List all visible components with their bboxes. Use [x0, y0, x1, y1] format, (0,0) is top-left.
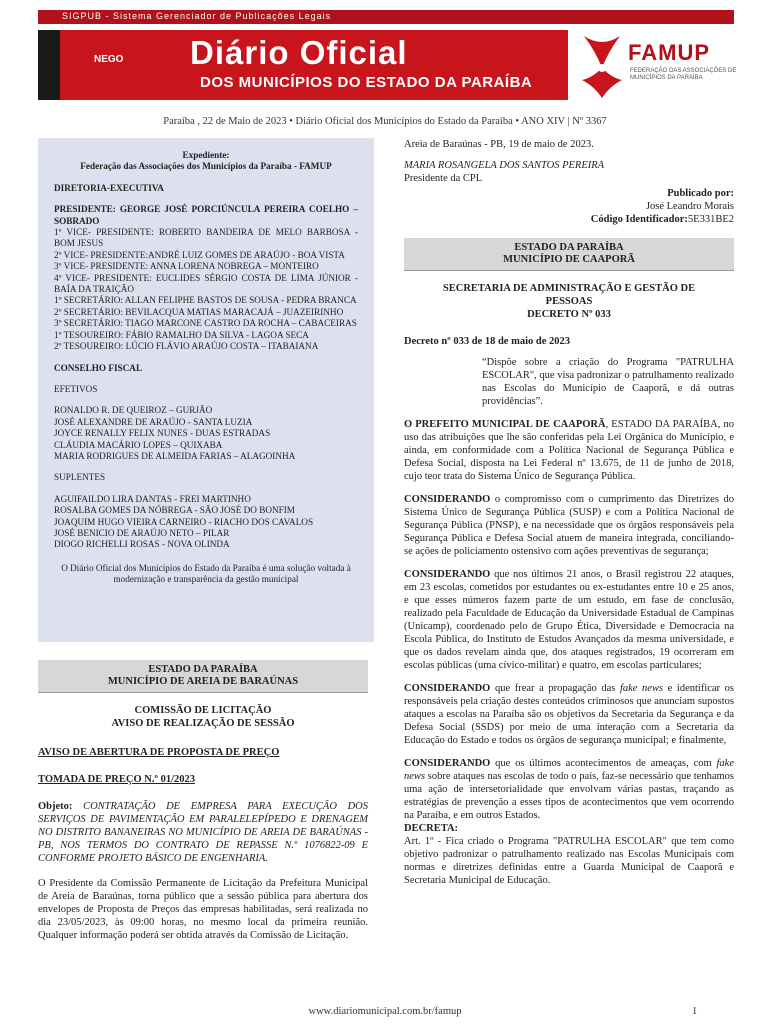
caapora-header-box — [404, 238, 734, 271]
masthead-red-block — [60, 30, 180, 100]
expediente-footer: O Diário Oficial dos Municípios do Estado da Paraíba é uma solução voltada à modernização e transparência da gestão municipal — [61, 562, 351, 585]
fake-news-term: fake news — [404, 758, 734, 782]
system-strip-text: SIGPUB - Sistema Gerenciador de Publicações Legais — [62, 11, 332, 21]
article-1: Art. 1º - Fica criado o Programa "PATRULHA ESCOLAR" que tem como objetivo padronizar o patrulhamento realizado nas Escolas Municipais com normas e diretrizes definidas entre a Guarda Municipal de Caaporã e Secretaria Municipal de Educação. — [404, 836, 734, 886]
efetivo-item: JOYCE RENALLY FELIX NUNES - DUAS ESTRADAS — [54, 428, 271, 439]
fake-news-term: fake news — [619, 683, 664, 694]
considerando-text: que nos últimos 21 anos, o Brasil registrou 22 ataques, em 23 escolas, cometidos por estudantes ou ex-estudantes entre 10 e 25 anos, e que esses números fazem parte de um estudo, em fase de conclusão, realizado pela Faculdade de Educação da Universidade Estadual de Campinas (Unicamp), coordenado pelo de Grupo Ética, Diversidade e Democracia na Escola Pública, do Instituto de Estudos Avançados da mesma universidade, e que os dados revelam ainda que, dos ataques registrados, 19 ocorreram em escolas públicas (uma cívico-militar) e quatro, em escolas particulares; — [404, 569, 734, 671]
publication-subtitle: DOS MUNICÍPIOS DO ESTADO DA PARAÍBA — [200, 74, 533, 91]
suplente-item: AGUIFAILDO LIRA DANTAS - FREI MARTINHO — [54, 493, 251, 504]
signer-role: Presidente da CPL — [404, 173, 483, 184]
commission-subtitle: AVISO DE REALIZAÇÃO DE SESSÃO — [111, 718, 295, 729]
famup-logo-subtitle: FEDERAÇÃO DAS ASSOCIAÇÕES DE MUNICÍPIOS DA PARAÍBA — [630, 68, 737, 81]
considerando-label: CONSIDERANDO — [404, 758, 491, 769]
suplente-item: JOSÉ BENICIO DE ARAÚJO NETO – PILAR — [54, 527, 230, 538]
masthead-banner — [38, 24, 737, 102]
secretaria-title-2: PESSOAS — [545, 296, 593, 307]
decreto-ementa: “Dispõe sobre a criação do Programa "PATRULHA ESCOLAR", que visa padronizar o patrulhamento realizado nas Escolas do Município de Caaporã, e dá outras providências”. — [482, 357, 734, 407]
considerando-3 — [404, 682, 734, 747]
municipality-name: MUNICÍPIO DE AREIA DE BARAÚNAS — [107, 676, 299, 687]
diretoria-line: 1º VICE- PRESIDENTE: ROBERTO BANDEIRA DE MELO BARBOSA - BOM JESUS — [54, 227, 358, 249]
expediente-heading: Expediente: — [182, 150, 230, 160]
efetivo-item: JOSÉ ALEXANDRE DE ARAÚJO - SANTA LUZIA — [54, 416, 253, 427]
objeto-label: Objeto: — [38, 801, 73, 812]
diretoria-line: 1º SECRETÁRIO: ALLAN FELIPHE BASTOS DE SOUSA - PEDRA BRANCA — [54, 295, 357, 306]
publication-title: Diário Oficial — [190, 34, 408, 71]
areia-header-box — [38, 660, 368, 693]
conselho-title: CONSELHO FISCAL — [54, 362, 143, 373]
decreto-title: Decreto nº 033 de 18 de maio de 2023 — [404, 336, 571, 347]
diretoria-title: DIRETORIA-EXECUTIVA — [54, 182, 164, 193]
considerando-1 — [404, 493, 734, 558]
considerando-text: que os últimos acontecimentos de ameaças, com — [490, 758, 717, 769]
considerando-label: CONSIDERANDO — [404, 569, 491, 580]
objeto-paragraph — [38, 800, 368, 865]
published-by-label: Publicado por: — [667, 188, 734, 199]
diretoria-line: 3º SECRETÁRIO: TIAGO MARCONE CASTRO DA ROCHA – CABACEIRAS — [54, 318, 357, 329]
identifier-label: Código Identificador: — [590, 214, 688, 225]
caapora-article — [404, 282, 734, 887]
considerando-text: e identificar os responsáveis pela criação destes conteúdos criminosos que anunciam supostos ataques a escolas na Paraíba são os objetivos da Secretaria da Segurança e da Defesa Social (SSDS) por meio de uma interação com a Secretaria da Educação do Estado e todos os órgãos de segurança municipal; e finalmente, — [404, 683, 734, 746]
diretoria-line: 2º TESOUREIRO: LÚCIO FLÁVIO ARAÚJO COSTA – ITABAIANA — [54, 341, 319, 352]
famup-logo — [578, 28, 737, 100]
efetivo-item: CLÁUDIA MACÁRIO LOPES – QUIXABA — [54, 439, 223, 450]
considerando-4 — [404, 757, 734, 822]
system-strip — [38, 10, 734, 24]
considerando-text: o compromisso com o cumprimento das Diretrizes do Sistema Único de Segurança Pública (SUSP) e com a Política Nacional de Segurança Pública (PNSP), e na necessidade que os órgãos responsáveis pela Segurança Pública e Defesa Social atuem de maneira integrada, conciliando-se ações de policiamento ostensivo com ações preventivas de segurança; — [404, 494, 734, 557]
decreta-label: DECRETA: — [404, 823, 459, 834]
prefeito-paragraph — [404, 418, 734, 483]
commission-title: COMISSÃO DE LICITAÇÃO — [134, 705, 272, 716]
suplentes-label: SUPLENTES — [54, 472, 106, 483]
efetivos-label: EFETIVOS — [54, 383, 98, 394]
diretoria-line: 2º VICE- PRESIDENTE:ANDRÉ LUIZ GOMES DE ARAÚJO - BOA VISTA — [54, 249, 345, 260]
diretoria-line: 2º SECRETÁRIO: BEVILACQUA MATIAS MARACAJÁ – JUAZEIRINHO — [54, 306, 344, 317]
areia-article — [38, 704, 368, 942]
tomada-preco: TOMADA DE PREÇO N.º 01/2023 — [38, 774, 195, 785]
expediente-box — [38, 138, 374, 642]
place-date: Areia de Baraúnas - PB, 19 de maio de 2023. — [404, 139, 594, 150]
efetivo-item: MARIA RODRIGUES DE ALMEIDA FARIAS – ALAGOINHA — [54, 450, 296, 461]
prefeito-label: O PREFEITO MUNICIPAL DE CAAPORÃ — [404, 419, 606, 430]
diretoria-line: 1º TESOUREIRO: FÁBIO RAMALHO DA SILVA - LAGOA SECA — [54, 329, 309, 340]
issue-dateline: Paraíba , 22 de Maio de 2023 • Diário Oficial dos Municípios do Estado da Paraíba • ANO XIV | Nº 3367 — [163, 116, 607, 127]
masthead — [38, 10, 737, 102]
considerando-label: CONSIDERANDO — [404, 494, 491, 505]
aviso-title: AVISO DE ABERTURA DE PROPOSTA DE PREÇO — [38, 747, 280, 758]
diretoria-line: 4º VICE- PRESIDENTE: EUCLIDES SÉRGIO COSTA DE LIMA JÚNIOR - BAÍA DA TRAIÇÃO — [54, 272, 358, 295]
state-name: ESTADO DA PARAÍBA — [148, 664, 258, 675]
right-column-top — [404, 138, 734, 226]
considerando-2 — [404, 568, 734, 672]
efetivo-item: RONALDO R. DE QUEIROZ – GURJÃO — [54, 405, 213, 416]
famup-logo-name: FAMUP — [628, 40, 710, 65]
masthead-title-block — [180, 30, 568, 100]
considerando-text: que frear a propagação das — [490, 683, 620, 694]
state-name: ESTADO DA PARAÍBA — [514, 242, 624, 253]
footer-url: www.diariomunicipal.com.br/famup — [308, 1006, 462, 1017]
suplente-item: ROSALBA GOMES DA NÓBREGA - SÃO JOSÉ DO BONFIM — [54, 505, 295, 516]
suplente-item: DIOGO RICHELLI ROSAS - NOVA OLINDA — [54, 539, 230, 550]
aviso-body: O Presidente da Comissão Permanente de Licitação da Prefeitura Municipal de Areia de Baraúnas, torna público que a sessão pública para abertura dos envelopes de Proposta de Preços das empresas habilitadas, será realizada no dia 23/05/2023, às 09:00 horas, no mesmo local da primeira reunião. Qualquer informação poderá ser obtida através da Comissão de Licitação. — [38, 878, 368, 941]
diretoria-line: 3º VICE- PRESIDENTE: ANNA LORENA NOBREGA – MONTEIRO — [54, 261, 319, 272]
considerando-text: sobre ataques nas escolas de todo o país, faz-se necessário que tenhamos uma ação de intersetorialidade que envolvam várias pastas, traçando as estratégias de prevenção a esses tipos de acontecimentos que vem ocorrendo na Paraíba, e em outros Estados. — [404, 771, 734, 821]
diretoria-line: PRESIDENTE: GEORGE JOSÉ PORCIÚNCULA PEREIRA COELHO – SOBRADO — [54, 204, 358, 226]
identifier-line — [404, 213, 734, 226]
municipality-name: MUNICÍPIO DE CAAPORÃ — [503, 254, 635, 265]
prefeito-text: , ESTADO DA PARAÍBA, no uso das atribuições que lhe são conferidas pela Lei Orgânica do Município, e ainda, em conformidade com a Política Nacional de Segurança Pública e Defesa Social, disposta na Lei Federal nº 13.675, de 11 de junho de 2018, cujo teor trata do Sistema Único de Segurança Pública. — [404, 419, 734, 482]
expediente-org: Federação das Associações dos Municípios da Paraíba - FAMUP — [80, 161, 332, 172]
nego-label: NEGO — [94, 54, 124, 65]
page-number: 1 — [692, 1006, 698, 1017]
suplente-item: JOAQUIM HUGO VIEIRA CARNEIRO - RIACHO DOS CAVALOS — [54, 516, 314, 527]
decreto-number: DECRETO Nº 033 — [527, 309, 611, 320]
signer-name: MARIA ROSANGELA DOS SANTOS PEREIRA — [404, 160, 605, 171]
published-by-name: José Leandro Morais — [645, 201, 734, 212]
objeto-text: CONTRATAÇÃO DE EMPRESA PARA EXECUÇÃO DOS SERVIÇOS DE PAVIMENTAÇÃO EM PARALELEPÍPEDO E DRENAGEM NO DISTRITO BANANEIRAS NO MUNICÍPIO DE AREIA DE BARAÚNAS - PB, NOS TERMOS DO CONTRATO DE REPASSE N.º 1076822-09 E CONFORME PROJETO BÁSICO DE ENGENHARIA. — [38, 801, 368, 864]
famup-logo-icon — [578, 28, 626, 100]
considerando-label: CONSIDERANDO — [404, 683, 491, 694]
identifier-code: 5E331BE2 — [687, 214, 734, 225]
masthead-black-block — [38, 30, 60, 100]
secretaria-title: SECRETARIA DE ADMINISTRAÇÃO E GESTÃO DE — [442, 283, 696, 294]
